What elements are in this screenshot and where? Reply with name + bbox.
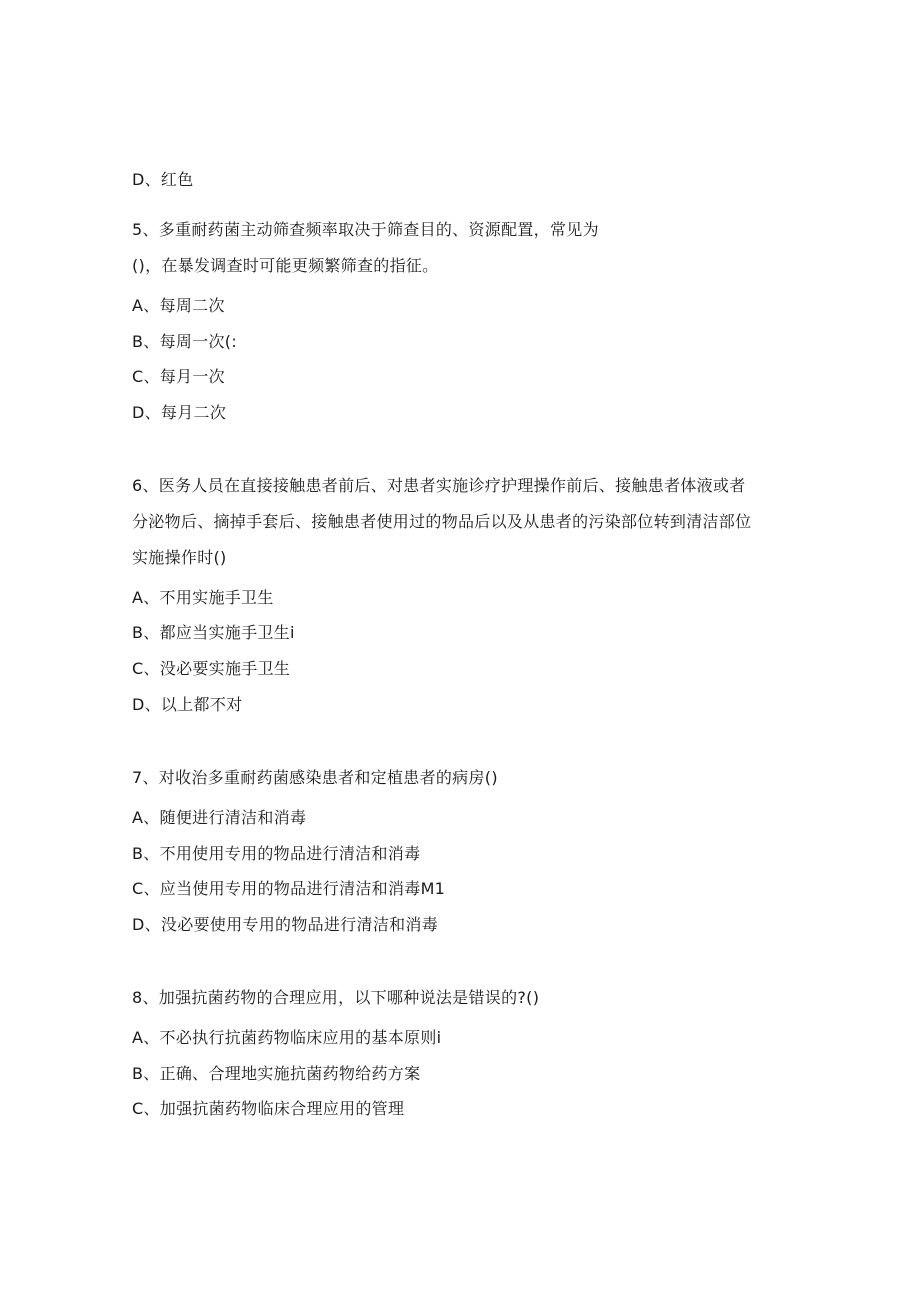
- q6-stem-line-2: 分泌物后、摘掉手套后、接触患者使用过的物品后以及从患者的污染部位转到清洁部位: [132, 512, 752, 531]
- q5-option-a: A、每周二次: [132, 296, 225, 315]
- q5-stem-line-2: ()，在暴发调查时可能更频繁筛查的指征。: [132, 256, 439, 275]
- q6-stem-line-3: 实施操作时(): [132, 548, 227, 567]
- q5-option-d: D、每月二次: [132, 403, 227, 422]
- q4-option-d: D、红色: [132, 170, 194, 189]
- q5-stem-line-1: 5、多重耐药菌主动筛查频率取决于筛查目的、资源配置，常见为: [132, 220, 599, 239]
- q5-option-c: C、每月一次: [132, 367, 225, 386]
- q6-option-c: C、没必要实施手卫生: [132, 659, 291, 678]
- q7-option-a: A、随便进行清洁和消毒: [132, 808, 307, 827]
- q6-option-d: D、以上都不对: [132, 695, 243, 714]
- q8-option-a: A、不必执行抗菌药物临床应用的基本原则i: [132, 1028, 442, 1047]
- q5-option-b: B、每周一次(:: [132, 332, 238, 351]
- q7-option-b: B、不用使用专用的物品进行清洁和消毒: [132, 844, 421, 863]
- q6-option-a: A、不用实施手卫生: [132, 588, 274, 607]
- q7-stem: 7、对收治多重耐药菌感染患者和定植患者的病房(): [132, 768, 498, 787]
- q6-stem-line-1: 6、医务人员在直接接触患者前后、对患者实施诊疗护理操作前后、接触患者体液或者: [132, 476, 746, 495]
- q6-option-b: B、都应当实施手卫生i: [132, 623, 295, 642]
- q8-stem: 8、加强抗菌药物的合理应用，以下哪种说法是错误的?(): [132, 988, 540, 1007]
- q8-option-c: C、加强抗菌药物临床合理应用的管理: [132, 1099, 405, 1118]
- q7-option-c: C、应当使用专用的物品进行清洁和消毒M1: [132, 879, 446, 898]
- q7-option-d: D、没必要使用专用的物品进行清洁和消毒: [132, 915, 439, 934]
- q8-option-b: B、正确、合理地实施抗菌药物给药方案: [132, 1064, 421, 1083]
